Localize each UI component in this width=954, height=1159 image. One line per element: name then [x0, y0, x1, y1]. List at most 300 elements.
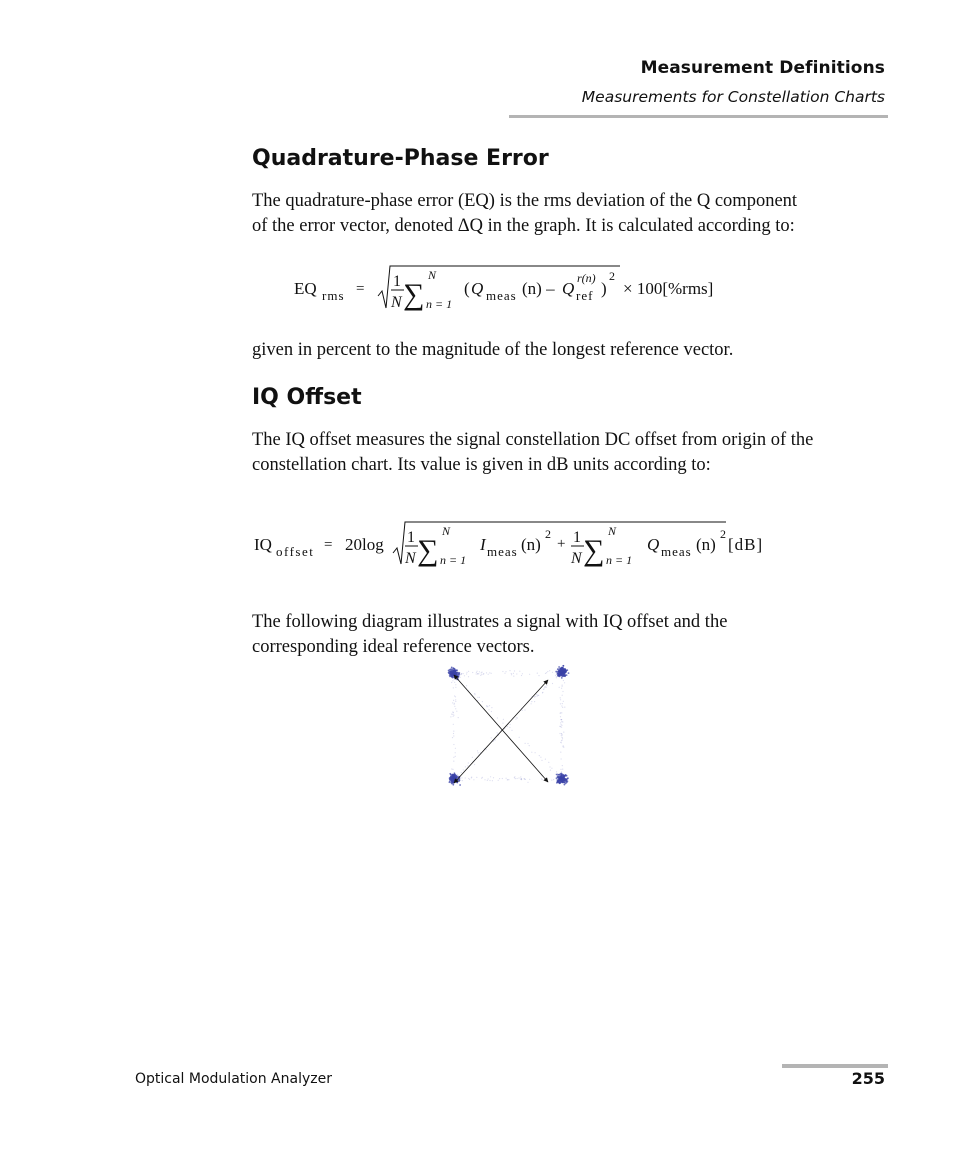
- iq-intro-line-1: The IQ offset measures the signal constellation DC offset from origin of the: [252, 430, 814, 450]
- constellation-point: [560, 668, 562, 670]
- constellation-trace: [531, 752, 532, 753]
- constellation-trace: [562, 707, 563, 708]
- eq-rn: r(n): [577, 271, 596, 285]
- footer-product-name: Optical Modulation Analyzer: [135, 1071, 332, 1087]
- constellation-trace: [453, 731, 454, 732]
- iq-Q-meas: meas: [661, 544, 692, 559]
- constellation-trace: [564, 672, 565, 673]
- constellation-trace: [476, 673, 477, 674]
- constellation-trace: [455, 778, 456, 779]
- constellation-trace: [452, 778, 453, 779]
- constellation-trace: [507, 779, 508, 780]
- constellation-trace: [539, 755, 540, 756]
- constellation-trace: [466, 685, 467, 686]
- constellation-point: [449, 773, 451, 775]
- constellation-trace: [483, 674, 484, 675]
- constellation-trace: [477, 673, 478, 674]
- constellation-point: [452, 784, 454, 786]
- constellation-trace: [561, 781, 562, 782]
- constellation-trace: [506, 778, 507, 779]
- iq-sigma-2: ∑: [583, 534, 605, 567]
- constellation-trace: [546, 685, 547, 686]
- constellation-trace: [524, 709, 525, 710]
- eq-sigma: ∑: [403, 278, 425, 311]
- constellation-trace: [481, 674, 482, 675]
- constellation-trace: [464, 675, 465, 676]
- constellation-trace: [511, 730, 512, 731]
- constellation-trace: [477, 700, 478, 701]
- constellation-trace: [455, 696, 456, 697]
- constellation-trace: [509, 670, 510, 671]
- constellation-trace: [453, 677, 454, 678]
- constellation-point: [557, 668, 559, 670]
- constellation-trace: [541, 760, 542, 761]
- constellation-point: [455, 669, 457, 671]
- constellation-trace: [560, 712, 561, 713]
- constellation-trace: [513, 676, 514, 677]
- constellation-point: [561, 774, 563, 776]
- constellation-trace: [454, 673, 455, 674]
- constellation-trace: [452, 680, 453, 681]
- constellation-trace: [476, 777, 477, 778]
- constellation-trace: [560, 697, 561, 698]
- constellation-trace: [561, 727, 562, 728]
- constellation-point: [448, 670, 450, 672]
- constellation-trace: [552, 683, 553, 684]
- constellation-trace: [482, 701, 483, 702]
- constellation-trace: [559, 687, 560, 688]
- constellation-trace: [545, 673, 546, 674]
- constellation-trace: [491, 711, 492, 712]
- constellation-trace: [453, 673, 454, 674]
- qpe-intro-line-2: of the error vector, denoted ΔQ in the graph. It is calculated according to:: [252, 216, 795, 236]
- constellation-trace: [489, 780, 490, 781]
- constellation-trace: [488, 778, 489, 779]
- constellation-trace: [471, 777, 472, 778]
- eq-Q: Q: [471, 279, 484, 298]
- constellation-trace: [562, 685, 563, 686]
- constellation-trace: [545, 759, 546, 760]
- constellation-trace: [453, 733, 454, 734]
- constellation-trace: [473, 779, 474, 780]
- constellation-trace: [559, 676, 560, 677]
- constellation-trace: [561, 705, 562, 706]
- constellation-trace: [460, 674, 461, 675]
- constellation-trace: [489, 672, 490, 673]
- iq-I-arg: (n): [521, 535, 541, 554]
- constellation-trace: [521, 675, 522, 676]
- constellation-trace: [486, 672, 487, 673]
- footer-rule: [782, 1064, 888, 1068]
- iq-frac2-den: N: [571, 550, 582, 567]
- constellation-trace: [487, 780, 488, 781]
- constellation-trace: [555, 675, 556, 676]
- constellation-trace: [524, 778, 525, 779]
- constellation-trace: [461, 772, 462, 773]
- eq-lhs-sub: rms: [322, 288, 345, 303]
- constellation-trace: [562, 739, 563, 740]
- constellation-trace: [562, 769, 563, 770]
- constellation-trace: [556, 771, 557, 772]
- iq-equals: =: [324, 537, 333, 553]
- constellation-trace: [502, 778, 503, 779]
- constellation-trace: [454, 706, 455, 707]
- constellation-trace: [564, 780, 565, 781]
- constellation-trace: [489, 705, 490, 706]
- constellation-trace: [454, 778, 455, 779]
- constellation-trace: [474, 764, 475, 765]
- constellation-trace: [453, 761, 454, 762]
- constellation-trace: [454, 695, 455, 696]
- constellation-trace: [497, 717, 498, 718]
- constellation-point: [450, 668, 452, 670]
- constellation-trace: [557, 775, 558, 776]
- constellation-trace: [563, 670, 564, 671]
- iq-I-meas: meas: [487, 544, 518, 559]
- constellation-trace: [525, 779, 526, 780]
- constellation-trace: [562, 734, 563, 735]
- constellation-trace: [562, 686, 563, 687]
- constellation-trace: [564, 682, 565, 683]
- eq-meas: meas: [486, 288, 517, 303]
- constellation-trace: [466, 672, 467, 673]
- constellation-trace: [546, 687, 547, 688]
- constellation-trace: [517, 778, 518, 779]
- constellation-trace: [455, 684, 456, 685]
- constellation-trace: [510, 724, 511, 725]
- iq-sum1-upper: N: [442, 524, 451, 538]
- constellation-trace: [561, 721, 562, 722]
- constellation-point: [456, 669, 458, 671]
- qpe-heading: Quadrature-Phase Error: [252, 146, 549, 171]
- constellation-trace: [515, 778, 516, 779]
- constellation-trace: [559, 671, 560, 672]
- constellation-trace: [543, 689, 544, 690]
- constellation-trace: [560, 699, 561, 700]
- constellation-trace: [563, 701, 564, 702]
- constellation-trace: [453, 700, 454, 701]
- constellation-trace: [562, 765, 563, 766]
- constellation-trace: [536, 694, 537, 695]
- page-number: 255: [851, 1069, 885, 1088]
- constellation-point: [561, 677, 563, 679]
- eq-sum-upper: N: [428, 268, 437, 282]
- constellation-trace: [537, 695, 538, 696]
- constellation-trace: [454, 704, 455, 705]
- eq-open-paren: (: [464, 279, 470, 298]
- constellation-trace: [495, 739, 496, 740]
- constellation-trace: [562, 746, 563, 747]
- diagram-intro-line-2: corresponding ideal reference vectors.: [252, 637, 535, 657]
- constellation-trace: [562, 777, 563, 778]
- constellation-trace: [468, 778, 469, 779]
- constellation-trace: [564, 774, 565, 775]
- constellation-scatter: [448, 665, 570, 786]
- constellation-trace: [515, 719, 516, 720]
- eq-ref: ref: [576, 288, 594, 303]
- constellation-point: [450, 672, 452, 674]
- constellation-trace: [479, 697, 480, 698]
- constellation-trace: [455, 687, 456, 688]
- constellation-trace: [486, 706, 487, 707]
- constellation-trace: [534, 696, 535, 697]
- eq-sum-lower: n = 1: [426, 297, 453, 311]
- constellation-trace: [559, 726, 560, 727]
- constellation-trace: [481, 778, 482, 779]
- iq-sum1-lower: n = 1: [440, 553, 467, 567]
- constellation-trace: [497, 732, 498, 733]
- eq-tail: × 100[%rms]: [623, 279, 714, 298]
- constellation-trace: [559, 672, 560, 673]
- constellation-trace: [452, 702, 453, 703]
- constellation-trace: [522, 710, 523, 711]
- constellation-trace: [478, 673, 479, 674]
- constellation-trace: [453, 735, 454, 736]
- constellation-trace: [460, 677, 461, 678]
- constellation-trace: [451, 682, 452, 683]
- constellation-point: [563, 665, 565, 667]
- constellation-trace: [537, 673, 538, 674]
- constellation-trace: [455, 701, 456, 702]
- iq-frac1-den: N: [405, 550, 416, 567]
- constellation-trace: [562, 674, 563, 675]
- eq-frac-num: 1: [393, 273, 401, 290]
- eq-n-arg: (n) –: [522, 279, 555, 298]
- constellation-trace: [474, 694, 475, 695]
- reference-vector-diagonal-2: [454, 680, 548, 783]
- eq-Qref: Q: [562, 279, 575, 298]
- constellation-trace: [453, 712, 454, 713]
- constellation-trace: [551, 780, 552, 781]
- constellation-trace: [453, 687, 454, 688]
- constellation-point: [456, 781, 458, 783]
- header-rule: [509, 115, 888, 118]
- constellation-trace: [513, 673, 514, 674]
- constellation-trace: [468, 671, 469, 672]
- constellation-trace: [550, 770, 551, 771]
- diagram-intro-line-1: The following diagram illustrates a signal with IQ offset and the: [252, 612, 728, 632]
- constellation-trace: [542, 692, 543, 693]
- constellation-trace: [564, 777, 565, 778]
- constellation-trace: [561, 735, 562, 736]
- constellation-trace: [553, 779, 554, 780]
- constellation-trace: [450, 716, 451, 717]
- constellation-trace: [484, 779, 485, 780]
- constellation-trace: [519, 671, 520, 672]
- constellation-trace: [516, 673, 517, 674]
- constellation-trace: [561, 733, 562, 734]
- constellation-trace: [560, 780, 561, 781]
- constellation-trace: [522, 673, 523, 674]
- constellation-trace: [455, 699, 456, 700]
- iq-Q-arg: (n): [696, 535, 716, 554]
- constellation-trace: [560, 671, 561, 672]
- constellation-trace: [466, 673, 467, 674]
- constellation-trace: [561, 670, 562, 671]
- constellation-trace: [452, 676, 453, 677]
- constellation-trace: [491, 707, 492, 708]
- constellation-trace: [558, 782, 559, 783]
- constellation-trace: [514, 776, 515, 777]
- constellation-trace: [558, 676, 559, 677]
- constellation-trace: [453, 671, 454, 672]
- constellation-trace: [451, 780, 452, 781]
- constellation-trace: [560, 703, 561, 704]
- constellation-trace: [477, 750, 478, 751]
- constellation-trace: [563, 680, 564, 681]
- constellation-trace: [514, 670, 515, 671]
- constellation-trace: [546, 672, 547, 673]
- constellation-trace: [561, 688, 562, 689]
- iq-plus: +: [557, 536, 566, 552]
- constellation-trace: [549, 670, 550, 671]
- constellation-trace: [527, 782, 528, 783]
- constellation-trace: [561, 772, 562, 773]
- qpe-after-text: given in percent to the magnitude of the longest reference vector.: [252, 340, 734, 360]
- constellation-trace: [509, 727, 510, 728]
- constellation-trace: [503, 719, 504, 720]
- constellation-trace: [486, 749, 487, 750]
- constellation-trace: [551, 768, 552, 769]
- constellation-trace: [542, 779, 543, 780]
- constellation-trace: [507, 726, 508, 727]
- constellation-trace: [559, 778, 560, 779]
- eq-rms-formula: [290, 262, 750, 317]
- constellation-trace: [516, 717, 517, 718]
- constellation-trace: [561, 712, 562, 713]
- constellation-trace: [467, 765, 468, 766]
- constellation-trace: [477, 697, 478, 698]
- constellation-trace: [529, 674, 530, 675]
- constellation-trace: [549, 766, 550, 767]
- iq-I-square: 2: [545, 527, 551, 541]
- constellation-trace: [454, 679, 455, 680]
- constellation-trace: [560, 777, 561, 778]
- constellation-trace: [560, 742, 561, 743]
- constellation-trace: [560, 716, 561, 717]
- constellation-trace: [451, 714, 452, 715]
- constellation-trace: [454, 682, 455, 683]
- constellation-trace: [456, 675, 457, 676]
- constellation-point: [556, 782, 558, 784]
- constellation-trace: [529, 779, 530, 780]
- constellation-trace: [479, 671, 480, 672]
- constellation-trace: [547, 671, 548, 672]
- constellation-trace: [454, 777, 455, 778]
- constellation-trace: [452, 769, 453, 770]
- constellation-trace: [504, 673, 505, 674]
- constellation-point: [451, 667, 453, 669]
- constellation-trace: [502, 723, 503, 724]
- constellation-trace: [463, 769, 464, 770]
- constellation-trace: [456, 711, 457, 712]
- constellation-point: [561, 675, 563, 677]
- iq-Q-square: 2: [720, 527, 726, 541]
- constellation-trace: [562, 691, 563, 692]
- constellation-trace: [498, 780, 499, 781]
- constellation-trace: [552, 672, 553, 673]
- iq-intro-line-2: constellation chart. Its value is given in dB units according to:: [252, 455, 711, 475]
- iq-log: 20log: [345, 535, 384, 554]
- constellation-trace: [555, 774, 556, 775]
- constellation-trace: [521, 779, 522, 780]
- constellation-trace: [451, 768, 452, 769]
- constellation-trace: [540, 757, 541, 758]
- constellation-trace: [562, 703, 563, 704]
- constellation-trace: [559, 733, 560, 734]
- constellation-trace: [488, 709, 489, 710]
- constellation-trace: [527, 743, 528, 744]
- constellation-trace: [458, 717, 459, 718]
- section-subtitle: Measurements for Constellation Charts: [581, 88, 885, 106]
- constellation-point: [459, 784, 461, 786]
- constellation-trace: [461, 673, 462, 674]
- constellation-trace: [476, 672, 477, 673]
- iq-sum2-lower: n = 1: [606, 553, 633, 567]
- constellation-trace: [468, 762, 469, 763]
- constellation-diagram: [438, 662, 592, 796]
- constellation-trace: [472, 672, 473, 673]
- constellation-point: [449, 676, 451, 678]
- constellation-trace: [559, 674, 560, 675]
- constellation-trace: [556, 676, 557, 677]
- constellation-trace: [511, 674, 512, 675]
- constellation-trace: [505, 671, 506, 672]
- constellation-trace: [535, 752, 536, 753]
- constellation-trace: [468, 676, 469, 677]
- constellation-point: [565, 669, 567, 671]
- iq-sigma-1: ∑: [417, 534, 439, 567]
- constellation-trace: [561, 737, 562, 738]
- constellation-trace: [529, 745, 530, 746]
- constellation-trace: [462, 780, 463, 781]
- constellation-trace: [463, 673, 464, 674]
- eq-close-paren: ): [601, 279, 607, 298]
- constellation-trace: [452, 714, 453, 715]
- iq-offset-formula: [250, 516, 790, 576]
- constellation-trace: [511, 673, 512, 674]
- constellation-trace: [491, 673, 492, 674]
- constellation-trace: [488, 674, 489, 675]
- constellation-trace: [531, 701, 532, 702]
- chapter-title: Measurement Definitions: [640, 58, 885, 78]
- constellation-trace: [499, 778, 500, 779]
- constellation-trace: [520, 776, 521, 777]
- constellation-trace: [458, 775, 459, 776]
- constellation-point: [564, 784, 566, 786]
- iq-lhs: IQ: [254, 535, 272, 554]
- eq-equals: =: [356, 281, 365, 297]
- iq-frac2-num: 1: [573, 529, 581, 546]
- constellation-trace: [534, 701, 535, 702]
- constellation-trace: [465, 777, 466, 778]
- constellation-trace: [472, 757, 473, 758]
- constellation-trace: [508, 779, 509, 780]
- iq-lhs-sub: offset: [276, 544, 315, 559]
- constellation-trace: [493, 777, 494, 778]
- constellation-trace: [561, 725, 562, 726]
- constellation-trace: [481, 672, 482, 673]
- eq-square: 2: [609, 269, 615, 283]
- constellation-trace: [519, 737, 520, 738]
- constellation-trace: [453, 715, 454, 716]
- constellation-trace: [478, 752, 479, 753]
- constellation-trace: [491, 737, 492, 738]
- eq-lhs: EQ: [294, 279, 317, 298]
- constellation-trace: [453, 744, 454, 745]
- constellation-trace: [461, 777, 462, 778]
- constellation-trace: [452, 677, 453, 678]
